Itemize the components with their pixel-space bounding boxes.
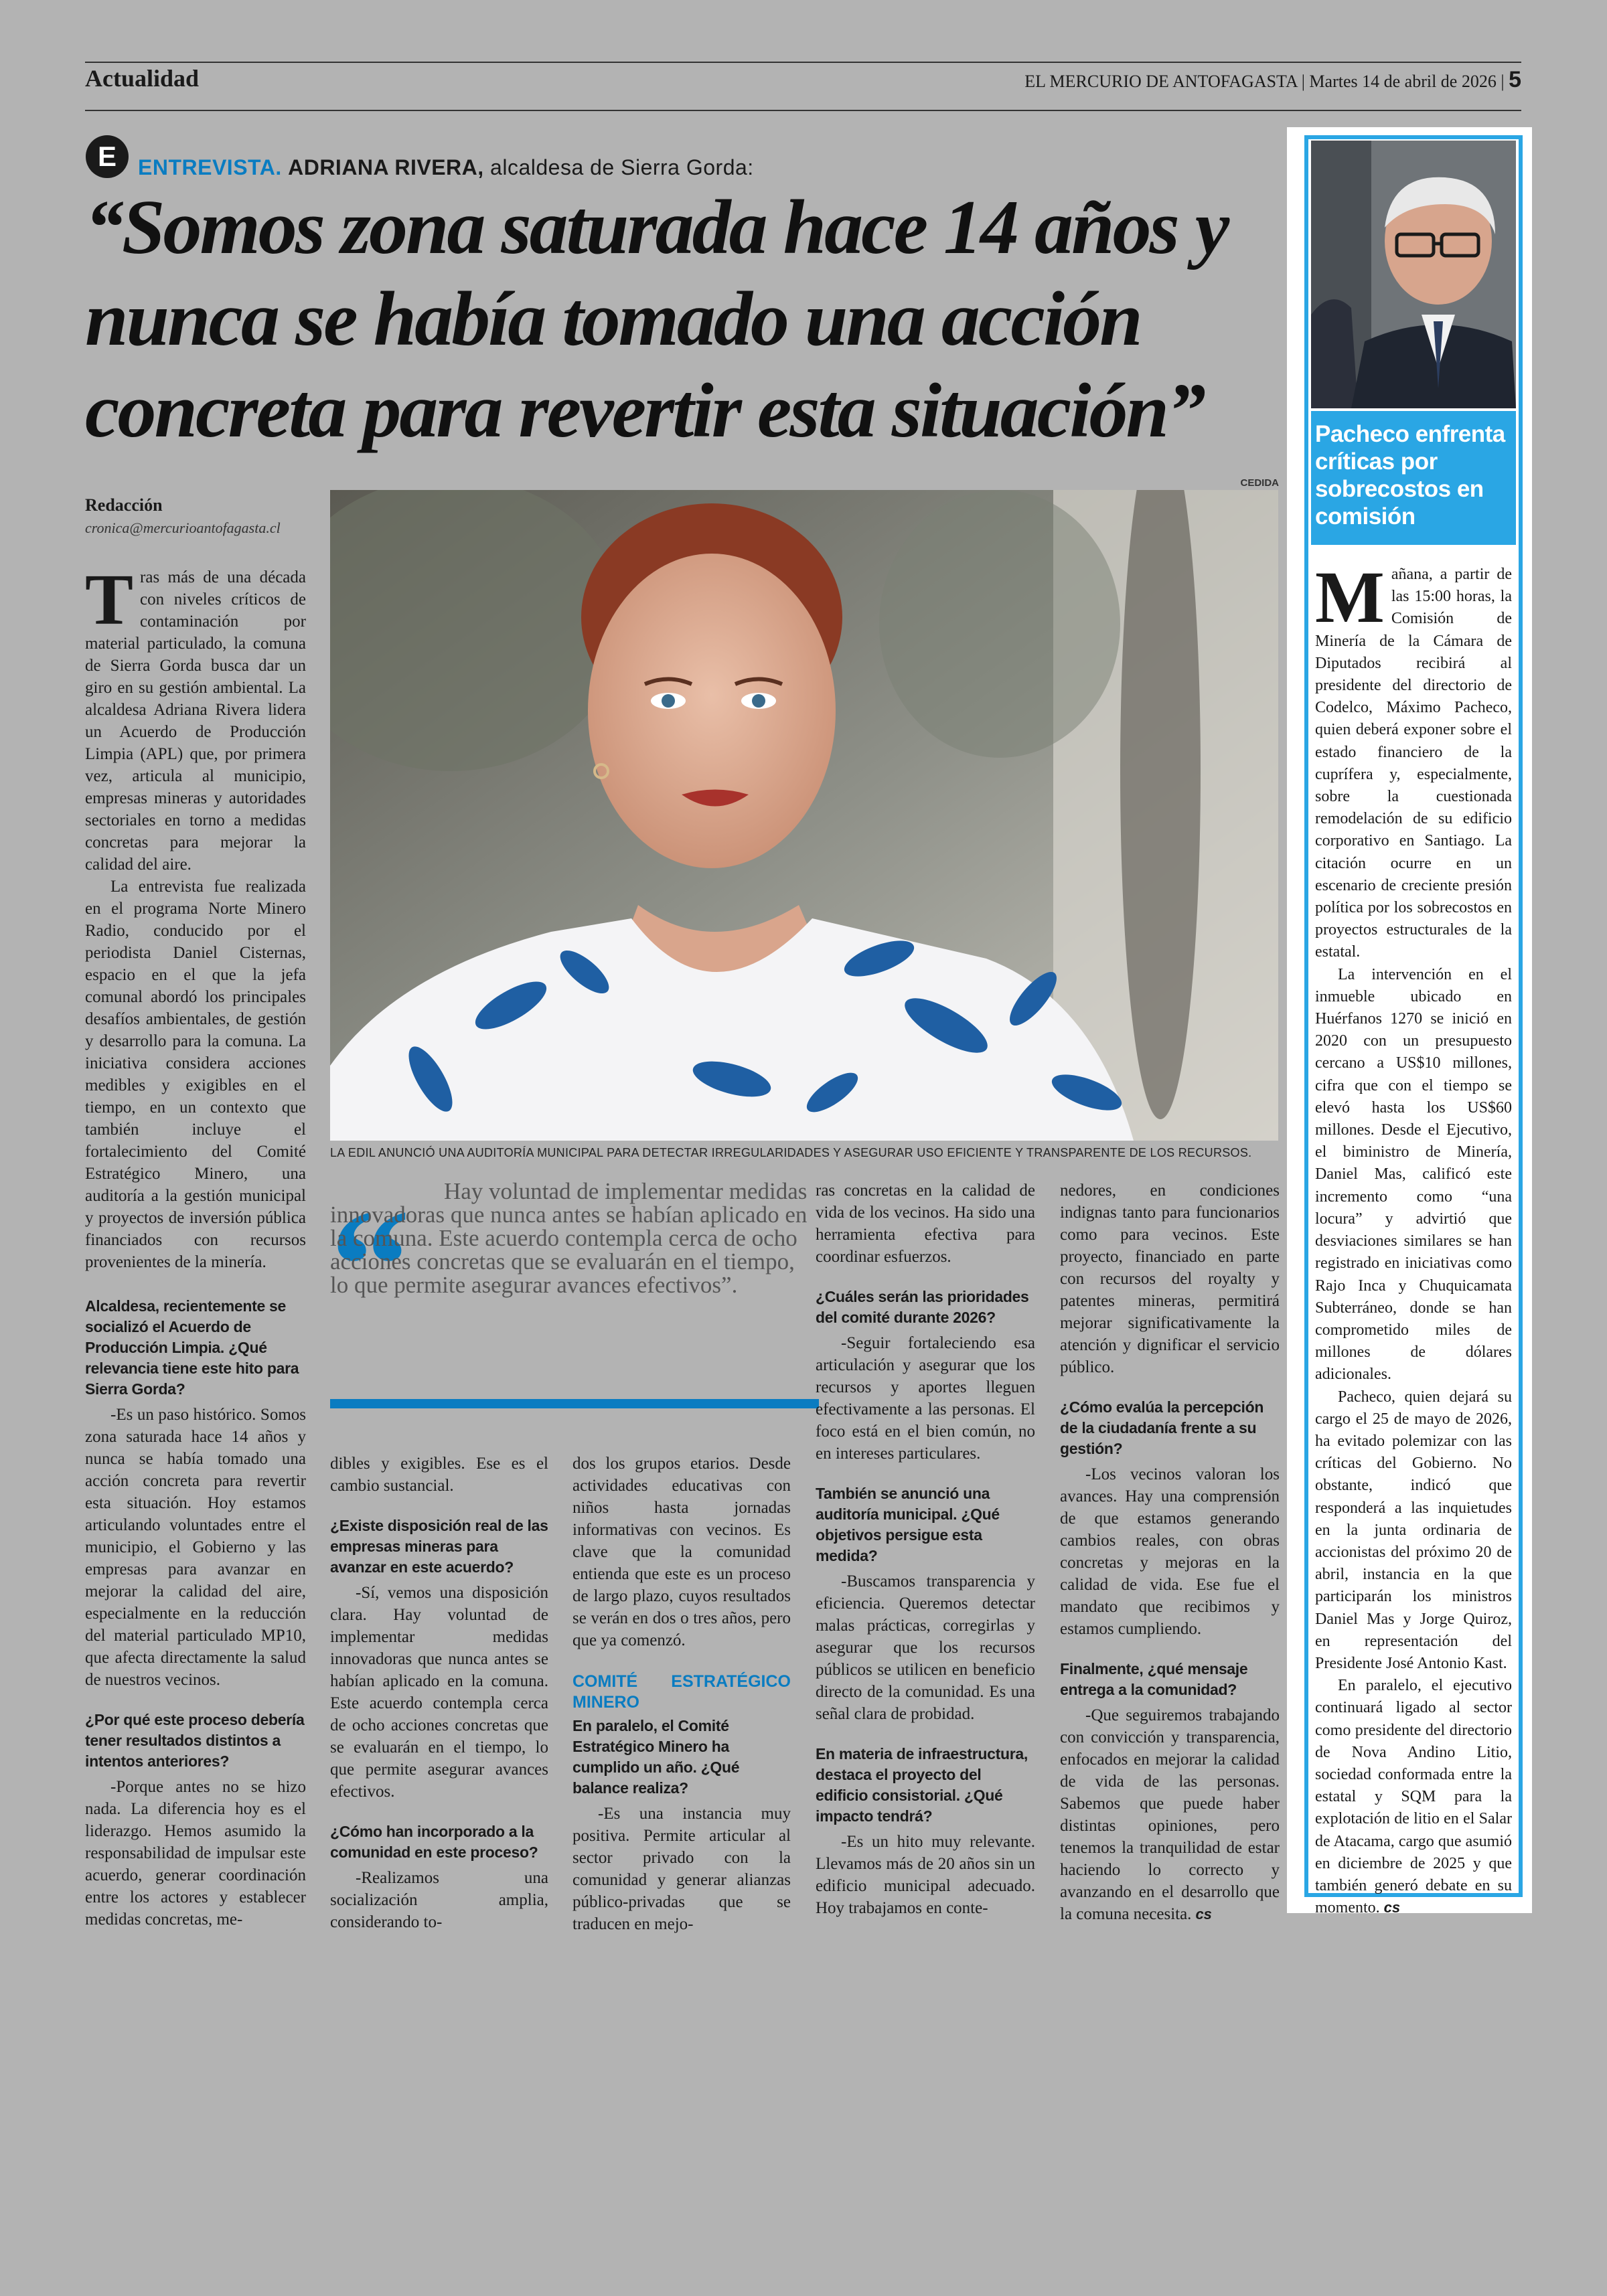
header-rule xyxy=(85,110,1521,111)
pull-quote xyxy=(330,1179,812,1297)
lead-first-text: ras más de una década con niveles críticos de contaminación por material particulado, la comuna de Sierra Gorda busca dar un giro en su gestión ambiental. La alcaldesa Adriana Rivera lidera un Acuerdo de Producción Limpia (APL) que, por primera vez, articula al municipio, empresas mineras y autoridades sectoriales en torno a medidas concretas para mejorar la calidad del aire. xyxy=(85,568,306,874)
question-9: ¿Cómo evalúa la percepción de la ciudadanía frente a su gestión? xyxy=(1060,1398,1264,1457)
sidebar-body xyxy=(1315,556,1512,1919)
quote-mark-icon: “ xyxy=(330,1176,410,1354)
answer-9: -Los vecinos valoran los avances. Hay una comprensión de que estamos generando cambios reales, con obras concretas y mejoras en la calidad de vida. Ese fue el mandato que recibimos y estamos cumpliendo. xyxy=(1060,1465,1280,1638)
column-5 xyxy=(1060,1179,1280,1925)
photo-caption: LA EDIL ANUNCIÓ UNA AUDITORÍA MUNICIPAL PARA DETECTAR IRREGULARIDADES Y ASEGURAR USO EFICIENTE Y TRANSPARENTE DE LOS RECURSOS. xyxy=(330,1146,1252,1159)
answer-4-part-2: dos los grupos etarios. Desde actividades educativas con niños hasta jornadas informativas con vecinos. Es clave que la comunidad entienda que este es un proceso de largo plazo, cuyos resultados se verán en dos o tres años, pero que ya comenzó. xyxy=(572,1455,791,1649)
sidebar-end-mark: cs xyxy=(1383,1899,1401,1916)
dropcap: T xyxy=(85,560,134,640)
question-4: ¿Cómo han incorporado a la comunidad en este proceso? xyxy=(330,1823,538,1861)
kicker xyxy=(138,155,754,180)
kicker-name: ADRIANA RIVERA, xyxy=(288,155,484,179)
section-subhead: COMITÉ ESTRATÉGICO MINERO xyxy=(572,1672,791,1712)
column-2 xyxy=(330,1453,548,1933)
entrevista-badge: E xyxy=(86,135,129,178)
answer-8-part-1: -Es un hito muy relevante. Llevamos más de 20 años sin un edificio municipal adecuado. Hoy trabajamos en conte- xyxy=(816,1833,1035,1917)
pull-quote-text: Hay voluntad de implementar medidas innovadoras que nunca antes se habían aplicado en la comuna. Este acuerdo contempla cerca de ocho acciones concretas que se evaluarán en el tiempo, lo que permite asegurar avances efectivos”. xyxy=(330,1178,808,1298)
publication-name: EL MERCURIO DE ANTOFAGASTA xyxy=(1024,72,1298,91)
answer-4-part-1: -Realizamos una socialización amplia, considerando to- xyxy=(330,1869,548,1931)
question-3: ¿Existe disposición real de las empresas mineras para avanzar en este acuerdo? xyxy=(330,1517,548,1576)
question-7: También se anunció una auditoría municipal. ¿Qué objetivos persigue esta medida? xyxy=(816,1485,1000,1564)
kicker-role: alcaldesa de Sierra Gorda: xyxy=(490,155,754,179)
column-3 xyxy=(572,1453,791,1935)
sidebar-title: Pacheco enfrenta críticas por sobrecostos en comisión xyxy=(1315,421,1505,529)
question-5: En paralelo, el Comité Estratégico Minero ha cumplido un año. ¿Qué balance realiza? xyxy=(572,1717,740,1797)
answer-3: -Sí, vemos una disposición clara. Hay voluntad de implementar medidas innovadoras que nunca antes se habían aplicado en la comuna. Este acuerdo contempla cerca de ocho acciones concretas que se evaluarán en el tiempo, lo que permite asegurar avances efectivos. xyxy=(330,1584,548,1801)
lead-paragraph xyxy=(85,560,306,876)
sidebar-p4-text: En paralelo, el ejecutivo continuará ligado al sector como presidente del directorio de Nova Andino Litio, sociedad conformada entre la estatal y SQM para la explotación de litio en el Salar de Atacama, cargo que asumió en diciembre de 2025 y que también generó debate en su momento. xyxy=(1315,1677,1512,1917)
answer-1: -Es un paso histórico. Somos zona saturada hace 14 años y nunca se había tomado una acción concreta para revertir esta situación. Hoy estamos articulando voluntades entre el municipio, el Gobierno y las empresas para avanzar en mejorar la calidad del aire, especialmente en la reducción del material particulado MP10, que afecta directamente la salud de nuestros vecinos. xyxy=(85,1406,306,1689)
question-8: En materia de infraestructura, destaca el proyecto del edificio consistorial. ¿Qué impacto tendrá? xyxy=(816,1745,1028,1825)
sidebar-paragraph-3: Pacheco, quien dejará su cargo el 25 de mayo de 2026, ha evitado polemizar con las críticas del Gobierno. No obstante, indicó que responderá a las inquietudes en la junta ordinaria de accionistas del próximo 20 de abril, instancia en la que participarán los ministros Daniel Mas y Jorge Quiroz, en representación del Presidente José Antonio Kast. xyxy=(1315,1388,1512,1672)
column-1 xyxy=(85,560,306,1931)
end-mark: cs xyxy=(1195,1906,1212,1922)
answer-10-text: -Que seguiremos trabajando con convicción y transparencia, enfocados en mejorar la calidad de vida de las personas. Sabemos que puede haber distintas opiniones, pero tenemos la tranquilidad de estar haciendo lo correcto y avanzando en el desarrollo que la comuna necesita. xyxy=(1060,1706,1280,1923)
answer-5-part-1: -Es una instancia muy positiva. Permite articular al sector privado con la comunidad y generar alianzas público-privadas que se traducen en mejo- xyxy=(572,1805,791,1933)
question-10: Finalmente, ¿qué mensaje entrega a la comunidad? xyxy=(1060,1660,1248,1698)
headline: “Somos zona saturada hace 14 años y nunca se había tomado una acción concreta para revertir esta situación” xyxy=(85,185,1228,454)
sidebar-paragraph-2: La intervención en el inmueble ubicado en Huérfanos 1270 se inició en 2020 con un presupuesto cercano a US$10 millones, cifra que con el tiempo se elevó hasta los US$60 millones. Desde el Ejecutivo, el biministro de Minería, Daniel Mas, calificó este incremento como “una locura” y advirtió que desviaciones similares se han registrado en iniciativas como Rajo Inca y Chuquicamata Subterráneo, donde se han comprometido miles de millones de dólares adicionales. xyxy=(1315,965,1512,1384)
answer-10 xyxy=(1060,1704,1280,1925)
top-rule xyxy=(85,62,1521,63)
column-4 xyxy=(816,1179,1035,1919)
sidebar-paragraph-4 xyxy=(1315,1675,1512,1919)
issue-date: Martes 14 de abril de 2026 xyxy=(1309,72,1497,91)
pull-quote-bar xyxy=(330,1399,819,1408)
page-number: 5 xyxy=(1509,67,1521,92)
portrait-illustration xyxy=(330,490,1278,1141)
answer-8-part-2: nedores, en condiciones indignas tanto para funcionarios como para vecinos. Este proyecto, financiado en parte con recursos del royalty y patentes mineras, permitirá mejorar significativamente la atención y dignificar el servicio público. xyxy=(1060,1181,1280,1376)
answer-2-part-2: dibles y exigibles. Ese es el cambio sustancial. xyxy=(330,1455,548,1495)
answer-2-part-1: -Porque antes no se hizo nada. La diferencia hoy es el liderazgo. Hemos asumido la responsabilidad de impulsar este acuerdo, generar coordinación entre los actores y establecer medidas concretas, me- xyxy=(85,1778,306,1929)
main-photo xyxy=(330,490,1278,1141)
publication-info: EL MERCURIO DE ANTOFAGASTA | Martes 14 de abril de 2026 | 5 xyxy=(1024,67,1521,92)
sidebar-p1-text: añana, a partir de las 15:00 horas, la Comisión de Minería de la Cámara de Diputados recibirá al presidente del directorio de Codelco, Máximo Pacheco, quien deberá exponer sobre el estado financiero de la cuprífera y, especialmente, sobre la cuestionada remodelación de su edificio corporativo en Santiago. La citación ocurre en un escenario de creciente presión política por los sobrecostos en proyectos estructurales de la estatal. xyxy=(1315,566,1512,961)
kicker-type: ENTREVISTA. xyxy=(138,155,282,179)
section-label: Actualidad xyxy=(85,65,200,92)
author-email[interactable]: cronica@mercurioantofagasta.cl xyxy=(85,519,281,536)
question-2: ¿Por qué este proceso debería tener resultados distintos a intentos anteriores? xyxy=(85,1711,305,1770)
answer-6: -Seguir fortaleciendo esa articulación y asegurar que los recursos y aportes lleguen efectivamente a las personas. El foco está en el bien común, no en intereses particulares. xyxy=(816,1334,1035,1463)
sidebar-photo xyxy=(1311,141,1516,408)
byline: Redacción xyxy=(85,495,163,515)
photo-credit: CEDIDA xyxy=(1240,477,1279,489)
pacheco-portrait xyxy=(1311,141,1516,408)
sidebar-paragraph-1 xyxy=(1315,556,1512,964)
sidebar-dropcap: M xyxy=(1315,556,1385,638)
question-1: Alcaldesa, recientemente se socializó el Acuerdo de Producción Limpia. ¿Qué relevancia tiene este hito para Sierra Gorda? xyxy=(85,1297,299,1398)
lead-second: La entrevista fue realizada en el programa Norte Minero Radio, conducido por el periodista Daniel Cisternas, espacio en el que la jefa comunal abordó los principales desafíos ambientales, de gestión y desarrollo para la comuna. La iniciativa considera acciones medibles y exigibles en el tiempo, en un contexto que también incluye el fortalecimiento del Comité Estratégico Minero, una auditoría a la gestión municipal y proyectos de inversión pública financiados con recursos provenientes de la minería. xyxy=(85,878,306,1271)
question-6: ¿Cuáles serán las prioridades del comité durante 2026? xyxy=(816,1288,1029,1326)
answer-5-part-2: ras concretas en la calidad de vida de los vecinos. Ha sido una herramienta efectiva para coordinar esfuerzos. xyxy=(816,1181,1035,1266)
answer-7: -Buscamos transparencia y eficiencia. Queremos detectar malas prácticas, corregirlas y asegurar que los recursos públicos se utilicen en beneficio directo de la comunidad. Es una señal clara de probidad. xyxy=(816,1572,1035,1723)
